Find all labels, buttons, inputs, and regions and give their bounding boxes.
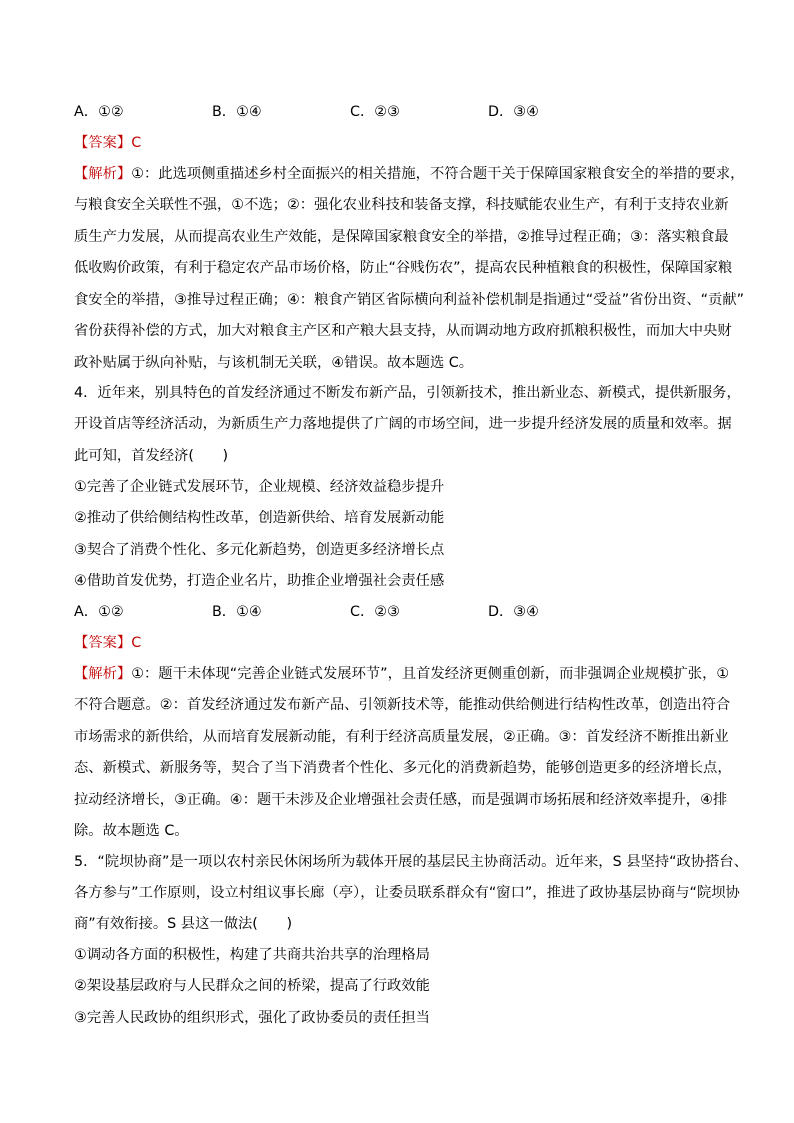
q4-stem-line: 4．近年来，别具特色的首发经济通过不断发布新产品，引领新技术，推出新业态、新模式，提供新服务，: [74, 385, 741, 401]
q3-option-b: B．①④: [212, 104, 262, 120]
q4-statement: ②推动了供给侧结构性改革，创造新供给、培育发展新动能: [74, 510, 445, 526]
q3-answer-line: [74, 133, 734, 153]
q3-option-a: A．①②: [74, 104, 124, 120]
q5-stem-line: 5．“院坝协商”是一项以农村亲民休闲场所为载体开展的基层民主协商活动。近年来，S 县坚持“政协搭台、: [74, 854, 748, 870]
q3-analysis-text: ①：此选项侧重描述乡村全面振兴的相关措施，不符合题干关于保障国家粮食安全的举措的要求，: [131, 166, 745, 182]
q3-analysis-line: 低收购价政策，有利于稳定农产品市场价格，防止“谷贱伤农”，提高农民种植粮食的积极性，保障国家粮: [74, 260, 733, 276]
q4-analysis-line: 除。故本题选 C。: [74, 823, 189, 839]
q4-answer-value: C: [131, 635, 142, 651]
q4-answer-tag: 【答案】: [74, 635, 132, 651]
q3-analysis-line: 省份获得补偿的方式，加大对粮食主产区和产粮大县支持，从而调动地方政府抓粮积极性，而加大中央财: [74, 323, 732, 339]
q4-analysis-line: 市场需求的新供给，从而培育发展新动能，有利于经济高质量发展，②正确。③：首发经济不断推出新业: [74, 729, 729, 745]
q5-stem-line: 商”有效衔接。S 县这一做法( ): [74, 916, 293, 932]
q4-stem-line: 开设首店等经济活动，为新质生产力落地提供了广阔的市场空间，进一步提升经济发展的质量和效率。据: [74, 416, 732, 432]
q3-analysis-line: 质生产力发展，从而提高农业生产效能，是保障国家粮食安全的举措，②推导过程正确；③：落实粮食最: [74, 229, 729, 245]
q3-analysis-line: [74, 164, 745, 184]
q4-statement: ①完善了企业链式发展环节，企业规模、经济效益稳步提升: [74, 479, 445, 495]
q5-statement: ①调动各方面的积极性，构建了共商共治共享的治理格局: [74, 947, 430, 963]
q4-option-c: C．②③: [350, 604, 400, 620]
q3-option-d: D．③④: [488, 104, 539, 120]
q4-option-b: B．①④: [212, 604, 262, 620]
q3-answer-tag: 【答案】: [74, 135, 132, 151]
q3-option-c: C．②③: [350, 104, 400, 120]
q4-analysis-line: 不符合题意。②：首发经济通过发布新产品、引领新技术等，能推动供给侧进行结构性改革，创造出符合: [74, 697, 731, 713]
q3-answer-value: C: [131, 135, 142, 151]
q4-option-a: A．①②: [74, 604, 124, 620]
q4-option-d: D．③④: [488, 604, 539, 620]
q4-statement: ③契合了消费个性化、多元化新趋势，创造更多经济增长点: [74, 542, 445, 558]
q3-analysis-line: 与粮食安全关联性不强，①不选；②：强化农业科技和装备支撑，科技赋能农业生产，有利于支持农业新: [74, 197, 729, 213]
q4-stem-line: 此可知，首发经济( ): [74, 448, 229, 464]
q3-analysis-tag: 【解析】: [74, 166, 132, 182]
q4-analysis-line: [74, 664, 734, 684]
q3-analysis-line: 政补贴属于纵向补贴，与该机制无关联，④错误。故本题选 C。: [74, 355, 474, 371]
q4-analysis-tag: 【解析】: [74, 666, 132, 682]
q3-analysis-line: 食安全的举措，③推导过程正确；④：粮食产销区省际横向利益补偿机制是指通过“受益”省份出资、“贡献”: [74, 292, 745, 308]
q4-analysis-line: 态、新模式、新服务等，契合了当下消费者个性化、多元化的消费新趋势，能够创造更多的经济增长点，: [74, 760, 732, 776]
q5-stem-line: 各方参与”工作原则，设立村组议事长廊（亭），让委员联系群众有“窗口”，推进了政协基层协商与“院坝协: [74, 885, 740, 901]
q5-statement: ③完善人民政协的组织形式，强化了政协委员的责任担当: [74, 1010, 430, 1026]
q4-analysis-line: 拉动经济增长，③正确。④：题干未涉及企业增强社会责任感，而是强调市场拓展和经济效率提升，④排: [74, 792, 728, 808]
q5-statement: ②架设基层政府与人民群众之间的桥梁，提高了行政效能: [74, 978, 430, 994]
q4-statement: ④借助首发优势，打造企业名片，助推企业增强社会责任感: [74, 573, 445, 589]
q4-analysis-text: ①：题干未体现“完善企业链式发展环节”，且首发经济更侧重创新，而非强调企业规模扩张，①: [131, 666, 730, 682]
q4-answer-line: [74, 633, 734, 653]
